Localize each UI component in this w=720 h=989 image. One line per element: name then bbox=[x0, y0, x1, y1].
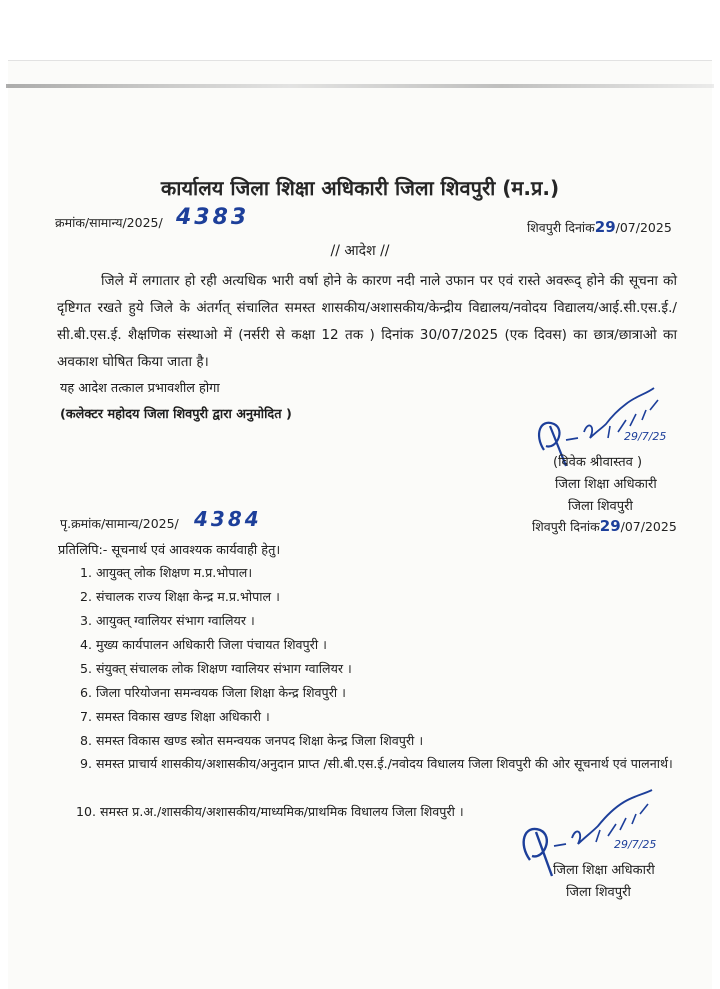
office-title: कार्यालय जिला शिक्षा अधिकारी जिला शिवपुरी (म.प्र.) bbox=[160, 176, 560, 200]
effect-line: यह आदेश तत्काल प्रभावशील होगा bbox=[60, 381, 220, 396]
recipient-item: 2. संचालक राज्य शिक्षा केन्द्र म.प्र.भोपाल । bbox=[80, 589, 280, 604]
recipient-item: 5. संयुक्त् संचालक लोक शिक्षण ग्वालियर संभाग ग्वालियर । bbox=[80, 661, 352, 676]
signatory-designation: जिला शिक्षा अधिकारी bbox=[555, 477, 657, 492]
recipient-item: 1. आयुक्त् लोक शिक्षण म.प्र.भोपाल। bbox=[80, 565, 253, 580]
copy-intro: प्रतिलिपि:- सूचनार्थ एवं आवश्यक कार्यवाही हेतु। bbox=[58, 543, 281, 558]
page-top-edge bbox=[6, 84, 714, 88]
order-body: जिले में लगातार हो रही अत्यधिक भारी वर्षा होने के कारण नदी नाले उफान पर एवं रास्ते अवरूद् होने की सूचना को दृष्टिगत रखते हुये जिले के अंतर्गत् संचालित समस्त शासकीय/अशासकीय/केन्द्रीय विद्यालय/नवोदय विद्यालय/आई.सी.एस.ई./सी.बी.एस.ई. शैक्षणिक संस्थाओ में (नर्सरी से कक्षा 12 तक ) दिनांक 30/07/2025 (एक दिवस) का छात्र/छात्राओ का अवकाश घोषित किया जाता है। bbox=[57, 273, 677, 370]
copy-ref-prefix: पृ.क्रमांक/सामान्य/2025/ bbox=[60, 516, 179, 531]
order-heading: // आदेश // bbox=[330, 243, 390, 259]
recipient-item: 8. समस्त विकास खण्ड स्त्रोत समन्वयक जनपद शिक्षा केन्द्र जिला शिवपुरी । bbox=[80, 733, 424, 748]
svg-text:29/7/25: 29/7/25 bbox=[614, 838, 657, 851]
order-ref-number: 4383 bbox=[176, 205, 250, 230]
recipient-item: 9. समस्त प्राचार्य शासकीय/अशासकीय/अनुदान प्राप्त /सी.बी.एस.ई./नवोदय विधालय जिला शिवपुरी की ओर सूचनार्थ एवं पालनार्थ। bbox=[80, 756, 673, 771]
copy-signatory-place: जिला शिवपुरी bbox=[566, 885, 631, 900]
signatory-place: जिला शिवपुरी bbox=[568, 499, 633, 514]
recipient-item: 10. समस्त प्र.अ./शासकीय/अशासकीय/माध्यमिक/प्राथमिक विधालय जिला शिवपुरी । bbox=[76, 804, 464, 819]
recipient-item: 7. समस्त विकास खण्ड शिक्षा अधिकारी । bbox=[80, 709, 270, 724]
svg-text:29/7/25: 29/7/25 bbox=[624, 430, 667, 443]
order-date-day: 29 bbox=[594, 218, 616, 236]
copy-date bbox=[532, 517, 677, 535]
copy-date-rest: /07/2025 bbox=[620, 519, 677, 534]
order-date-label: शिवपुरी दिनांक bbox=[527, 220, 595, 235]
order-date bbox=[527, 218, 672, 236]
copy-date-label: शिवपुरी दिनांक bbox=[532, 519, 600, 534]
copy-signatory-designation: जिला शिक्षा अधिकारी bbox=[553, 863, 655, 878]
recipient-item: 6. जिला परियोजना समन्वयक जिला शिक्षा केन्द्र शिवपुरी । bbox=[80, 685, 346, 700]
recipient-item: 4. मुख्य कार्यपालन अधिकारी जिला पंचायत शिवपुरी । bbox=[80, 637, 327, 652]
order-date-rest: /07/2025 bbox=[615, 220, 672, 235]
signatory-name: (विवेक श्रीवास्तव ) bbox=[553, 455, 643, 470]
recipient-item: 3. आयुक्त् ग्वालियर संभाग ग्वालियर । bbox=[80, 613, 255, 628]
copy-ref-number: 4384 bbox=[194, 507, 262, 531]
copy-date-day: 29 bbox=[599, 517, 621, 535]
order-ref-prefix: क्रमांक/सामान्य/2025/ bbox=[55, 215, 163, 230]
approval-line: (कलेक्टर महोदय जिला शिवपुरी द्वारा अनुमोदित ) bbox=[60, 407, 292, 422]
